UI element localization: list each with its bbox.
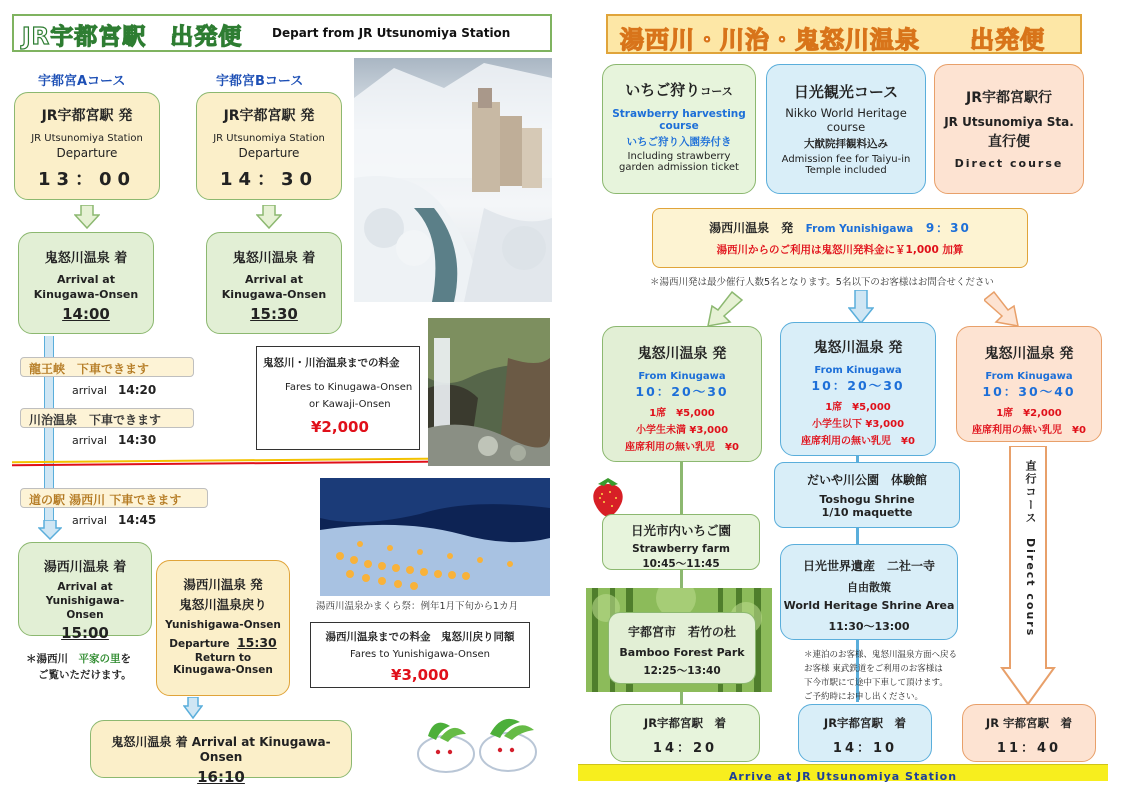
- arr2-time: 14：10: [832, 741, 898, 756]
- fare2-en: Fares to Yunishigawa-Onsen: [350, 649, 490, 660]
- course-a-depart-jp: JR宇都宮駅 発: [41, 108, 133, 124]
- nikko-course-fee-en1: Admission fee for Taiyu-in: [781, 154, 911, 165]
- nikko-course-fee-en2: Temple included: [805, 165, 887, 176]
- course-a-arrival-box: [18, 232, 154, 334]
- col1-en: From Kinugawa: [638, 371, 726, 382]
- connector-line: [856, 528, 859, 544]
- stop-kawaji: 川治温泉 下車できます: [20, 408, 194, 428]
- col3-jp: 鬼怒川温泉 発: [984, 346, 1074, 362]
- course-a-depart-word: Departure: [56, 146, 118, 160]
- arrival-box-strawberry: [610, 704, 760, 762]
- col1-price3: 座席利用の無い乳児 ¥0: [625, 442, 739, 453]
- berry-en: Strawberry farm: [632, 543, 730, 555]
- strawberry-course-ticket-en1: Including strawberry: [627, 151, 731, 162]
- arrival-box-direct: [962, 704, 1096, 762]
- waterfall-image: [428, 318, 550, 466]
- yuni-arrive-en1: Arrival at Yunishigawa-: [45, 581, 125, 607]
- col1-price1: 1席 ¥5,000: [649, 408, 715, 419]
- arrival-banner-text: Arrive at JR Utsunomiya Station: [728, 770, 958, 783]
- bamboo-jp: 宇都宮市 若竹の杜: [627, 625, 736, 639]
- course-a-arrive-en2: Kinugawa-Onsen: [33, 288, 139, 301]
- final-arrival-box: [90, 720, 352, 786]
- connector-line: [680, 690, 683, 704]
- final-arrival-time: 16:10: [197, 768, 245, 786]
- ret-en1: Yunishigawa-Onsen: [165, 619, 281, 631]
- stop-michinoeki-arrival-label: arrival: [72, 514, 107, 527]
- stop-ryuokyo: 龍王峡 下車できます: [20, 357, 194, 377]
- strawberry-course-en: Strawberry harvesting: [612, 108, 746, 120]
- daiya-park-box: [774, 462, 960, 528]
- fare-box-kinugawa: [256, 346, 420, 450]
- course-b-depart-word: Departure: [238, 146, 300, 160]
- arrival-banner: [578, 764, 1108, 781]
- course-b-depart-en: JR Utsunomiya Station: [213, 133, 325, 144]
- arrow-down-icon: [256, 205, 282, 229]
- heritage-jp: 日光世界遺産 二社一寺: [802, 559, 935, 573]
- direct-course-title: JR宇都宮駅行: [966, 90, 1052, 106]
- fare1-price: ¥2,000: [311, 418, 369, 436]
- fare2-price: ¥3,000: [391, 666, 449, 684]
- right-header-title: 湯西川・川治・鬼怒川温泉 出発便: [620, 26, 1045, 54]
- stop-michinoeki-time: 14:45: [118, 513, 157, 527]
- col1-price2: 小学生未満 ¥3,000: [635, 425, 729, 436]
- bamboo-time: 12:25～13:40: [643, 665, 721, 677]
- strawberry-course-title: いちご狩り: [625, 81, 701, 99]
- strawberry-course-ticket-jp: いちご狩り入園券付き: [626, 136, 732, 148]
- col3-time: 10：30～40: [982, 384, 1076, 399]
- min-participants-note: ＊湯西川発は最少催行人数5名となります。5名以下のお客様はお問合せください: [650, 277, 994, 288]
- strawberry-icon: [588, 474, 628, 518]
- direct-course-en2: Direct course: [954, 157, 1064, 170]
- strawberry-course-en2: course: [659, 120, 699, 132]
- course-b-arrive-jp: 鬼怒川温泉 着: [232, 251, 316, 266]
- ret-jp1: 湯西川温泉 発: [183, 577, 263, 592]
- arr3-jp: JR 宇都宮駅 着: [985, 716, 1073, 730]
- nikko-course-en2: course: [826, 120, 866, 134]
- bamboo-en: Bamboo Forest Park: [619, 646, 745, 659]
- heike-note: [26, 651, 131, 666]
- strawberry-course-ticket-en2: garden admission ticket: [619, 162, 739, 173]
- railnote-line: ご予約時にお申し出ください。: [804, 692, 924, 702]
- arr3-time: 11：40: [996, 741, 1062, 756]
- left-header-title: JR宇都宮駅 出発便: [22, 24, 243, 50]
- direct-course-vertical-label: 直行コース Direct cours: [1024, 460, 1037, 638]
- arrow-down-icon: [183, 697, 203, 719]
- right-header: [606, 14, 1082, 54]
- direct-course-box: [934, 64, 1084, 194]
- ret-dep-time: 15:30: [236, 635, 277, 650]
- col1-kinugawa-departure-box: [602, 326, 762, 462]
- arr2-jp: JR宇都宮駅 着: [823, 716, 907, 730]
- yunishigawa-return-box: [156, 560, 290, 696]
- col2-kinugawa-departure-box: [780, 322, 936, 456]
- course-a-depart-en: JR Utsunomiya Station: [31, 133, 143, 144]
- snowy-gorge-photo: [354, 58, 552, 302]
- yuni-dep-note: 湯西川からのご利用は鬼怒川発料金に￥1,000 加算: [716, 244, 964, 256]
- col2-price1: 1席 ¥5,000: [825, 402, 891, 413]
- arrow-down-icon: [38, 520, 62, 540]
- tobu-railway-note: [804, 648, 957, 704]
- bamboo-forest-box: [608, 612, 756, 684]
- heike-note-highlight: 平家の里: [78, 653, 121, 665]
- course-b-arrive-en2: Kinugawa-Onsen: [221, 288, 327, 301]
- berry-time: 10:45～11:45: [642, 558, 720, 570]
- course-b-depart-time: 14：30: [219, 169, 319, 190]
- yunishigawa-arrival-box: [18, 542, 152, 642]
- course-a-arrive-jp: 鬼怒川温泉 着: [44, 251, 128, 266]
- stop-ryuokyo-arrival-label: arrival: [72, 384, 107, 397]
- col2-price3: 座席利用の無い乳児 ¥0: [801, 436, 915, 447]
- kamakura-festival-photo: [320, 478, 550, 596]
- railnote-line: ＊連泊のお客様、鬼怒川温泉方面へ戻る: [804, 650, 958, 660]
- daiya-en: Toshogu Shrine: [819, 493, 915, 506]
- yuni-dep-en: From Yunishigawa: [805, 223, 914, 235]
- course-b-label: 宇都宮Bコース: [216, 74, 304, 89]
- stop-kawaji-arrival-label: arrival: [72, 434, 107, 447]
- kamakura-festival-image: [320, 478, 550, 596]
- fare2-title: 湯西川温泉までの料金 鬼怒川戻り同額: [325, 631, 515, 643]
- yunishigawa-departure-box: [652, 208, 1028, 268]
- direct-course-en: JR Utsunomiya Sta.: [944, 115, 1074, 129]
- stop-michinoeki: 道の駅 湯西川 下車できます: [20, 488, 208, 508]
- fare1-en2: or Kawaji-Onsen: [309, 399, 391, 410]
- course-b-arrive-en1: Arrival at: [244, 273, 303, 286]
- course-a-departure-box: [14, 92, 160, 200]
- yuni-arrive-time: 15:00: [61, 624, 109, 642]
- final-arrival-text: 鬼怒川温泉 着 Arrival at Kinugawa-Onsen: [111, 735, 331, 764]
- connector-line: [680, 462, 683, 514]
- course-a-label: 宇都宮Aコース: [38, 74, 126, 89]
- arrow-down-icon: [74, 205, 100, 229]
- ret-en3: Kinugawa-Onsen: [173, 664, 273, 676]
- col2-en: From Kinugawa: [814, 365, 902, 376]
- course-b-arrive-time: 15:30: [250, 305, 298, 323]
- col3-kinugawa-departure-box: [956, 326, 1102, 442]
- course-b-arrival-box: [206, 232, 342, 334]
- course-a-arrive-time: 14:00: [62, 305, 110, 323]
- ret-jp2: 鬼怒川温泉戻り: [179, 597, 267, 612]
- strawberry-course-title-suffix: コース: [700, 85, 733, 98]
- heike-note-suffix: を: [120, 653, 131, 665]
- heritage-jp2: 自由散策: [847, 581, 891, 594]
- ret-en2: Return to: [194, 652, 252, 664]
- left-header-subtitle: Depart from JR Utsunomiya Station: [272, 26, 511, 40]
- nikko-course-title: 日光観光コース: [793, 83, 899, 101]
- waterfall-photo: [428, 318, 550, 466]
- yuni-dep-jp: 湯西川温泉 発: [709, 221, 794, 235]
- col3-en: From Kinugawa: [985, 371, 1073, 382]
- berry-jp: 日光市内いちご園: [630, 523, 731, 538]
- world-heritage-box: [780, 544, 958, 640]
- nikko-course-en: Nikko World Heritage: [785, 106, 907, 120]
- col1-time: 10：20～30: [635, 384, 729, 399]
- heike-note-line2: ご覧いただけます。: [38, 669, 132, 681]
- col3-price1: 1席 ¥2,000: [996, 408, 1062, 419]
- stop-kawaji-time: 14:30: [118, 433, 157, 447]
- course-a-arrive-en1: Arrival at: [56, 273, 115, 286]
- railnote-line: お客様 東武鉄道をご利用のお客様は: [804, 664, 943, 674]
- course-b-depart-jp: JR宇都宮駅 発: [223, 108, 315, 124]
- yuni-dep-time: 9：30: [925, 221, 971, 235]
- arr1-jp: JR宇都宮駅 着: [643, 716, 727, 730]
- col1-jp: 鬼怒川温泉 発: [637, 346, 727, 362]
- col2-time: 10：20～30: [811, 378, 905, 393]
- fare1-title: 鬼怒川・川治温泉までの料金: [263, 357, 400, 369]
- arrow-down-right-icon: [984, 290, 1024, 328]
- left-header: [12, 14, 552, 52]
- col2-price2: 小学生以下 ¥3,000: [811, 419, 905, 430]
- stop-ryuokyo-time: 14:20: [118, 383, 157, 397]
- arrow-down-icon: [848, 290, 874, 324]
- arr1-time: 14：20: [652, 741, 718, 756]
- snow-rabbit-icon: [410, 712, 540, 774]
- yuni-arrive-en2: Onsen: [66, 609, 104, 621]
- heritage-en: World Heritage Shrine Area: [783, 599, 955, 612]
- course-a-depart-time: 13：00: [37, 169, 137, 190]
- connector-line: [680, 570, 683, 588]
- col3-price2: 座席利用の無い乳児 ¥0: [972, 425, 1086, 436]
- ret-dep-word: Departure: [169, 638, 230, 650]
- daiya-en2: 1/10 maquette: [821, 506, 913, 519]
- kamakura-caption: 湯西川温泉かまくら祭：例年1月下旬から1カ月: [316, 601, 519, 612]
- railnote-line: 下今市駅にて途中下車して頂けます。: [804, 678, 948, 688]
- yuni-arrive-jp: 湯西川温泉 着: [43, 560, 127, 575]
- daiya-jp: だいや川公園 体験館: [806, 473, 927, 487]
- fare-box-yunishigawa: [310, 622, 530, 688]
- strawberry-course-box: [602, 64, 756, 194]
- direct-course-jp2: 直行便: [988, 134, 1030, 150]
- arrow-down-left-icon: [702, 290, 744, 328]
- col2-jp: 鬼怒川温泉 発: [813, 340, 903, 356]
- heike-note-prefix: ＊湯西川: [26, 653, 79, 665]
- heritage-time: 11:30～13:00: [828, 620, 910, 633]
- fare1-en1: Fares to Kinugawa-Onsen: [285, 382, 413, 393]
- arrival-box-nikko: [798, 704, 932, 762]
- course-b-departure-box: [196, 92, 342, 200]
- snowy-gorge-image: [354, 58, 552, 302]
- nikko-course-box: [766, 64, 926, 194]
- nikko-course-fee-jp: 大猷院拝観料込み: [804, 138, 888, 150]
